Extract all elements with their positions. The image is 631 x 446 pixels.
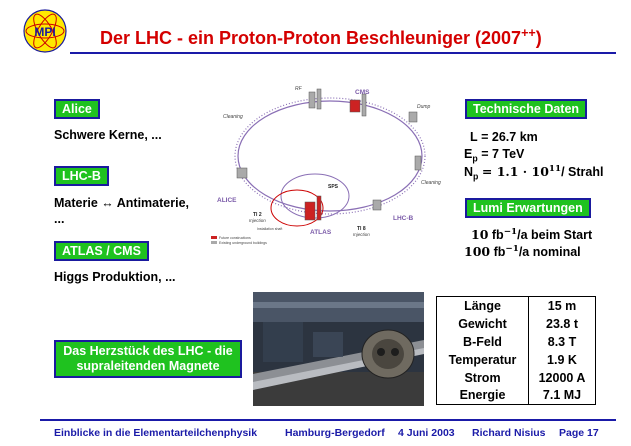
specs-row — [437, 387, 596, 405]
footer-divider — [40, 419, 616, 421]
specs-row — [437, 333, 596, 351]
diagram-label-ti8-injection: Injection — [353, 232, 370, 237]
title-close: ) — [535, 28, 542, 48]
spec-name: Gewicht — [437, 315, 529, 333]
legend-existing-swatch — [211, 241, 217, 244]
logo-text: MPI — [34, 25, 56, 39]
diagram-label-rf: RF — [295, 86, 302, 92]
specs-row — [437, 369, 596, 387]
diagram-label-sps: SPS — [328, 184, 339, 190]
footer-course: Einblicke in die Elementarteilchenphysik — [54, 427, 258, 439]
spec-value: 12000 A — [538, 370, 586, 385]
diagram-label-alice: ALICE — [217, 197, 237, 204]
diagram-label-installation-shaft: Installation shaft — [257, 227, 283, 231]
diagram-label-cleaning-right: Cleaning — [421, 180, 441, 186]
specs-row — [437, 315, 596, 333]
title-text: Der LHC - ein Proton-Proton Beschleuniger (2007 — [100, 28, 522, 48]
title-superscript: ++ — [521, 26, 536, 40]
herzstueck-label-box: Das Herzstück des LHC - die supraleitenden Magnete — [54, 340, 242, 378]
footer-page-number: Page 17 — [559, 427, 599, 439]
diagram-label-ti8: TI 8 — [357, 226, 366, 232]
lumi-erwartungen-label-box: Lumi Erwartungen — [465, 198, 591, 218]
lhcb-description-line1: Materie ↔ Antimaterie, — [54, 196, 189, 210]
footer-date: 4 Juni 2003 — [398, 427, 455, 439]
tech-line-energy: $E_p = 7$ TeV — [464, 147, 525, 164]
lumi-nominal-line: 100 $fb^{-1}/a$ nominal — [464, 244, 581, 260]
legend-future-text: Future constructions — [219, 236, 251, 240]
atlas-cms-description: Higgs Produktion, ... — [54, 270, 176, 284]
page-title — [100, 26, 620, 49]
legend-existing-text: Existing underground buildings — [219, 241, 267, 245]
spec-value: 8.3 T — [547, 334, 577, 349]
lhc-ring-diagram — [205, 84, 455, 252]
spec-value: 1.9 K — [547, 352, 577, 367]
diagram-label-ti2: TI 2 — [253, 212, 262, 218]
diagram-label-ti2-injection: Injection — [249, 218, 266, 223]
footer-author: Richard Nisius — [472, 427, 546, 439]
legend-future-swatch — [211, 236, 217, 239]
specs-row — [437, 351, 596, 369]
magnet-photo — [253, 292, 424, 406]
diagram-label-atlas: ATLAS — [310, 229, 332, 236]
spec-name: Länge — [437, 297, 529, 315]
atlas-cms-label-box: ATLAS / CMS — [54, 241, 149, 261]
lumi-start-line: 10 $fb^{-1}/a$ beim Start — [471, 227, 593, 243]
spec-value: 7.1 MJ — [542, 388, 582, 403]
footer-place: Hamburg-Bergedorf — [285, 427, 385, 439]
alice-label-box: Alice — [54, 99, 100, 119]
lhcb-label-box: LHC-B — [54, 166, 109, 186]
tech-line-length: L = 26.7 km — [470, 130, 538, 144]
diagram-label-cleaning-left: Cleaning — [223, 114, 243, 120]
spec-name: Temperatur — [437, 351, 529, 369]
spec-value: 15 m — [547, 298, 577, 313]
lhcb-description-line2: ... — [54, 212, 65, 226]
spec-name: B-Feld — [437, 333, 529, 351]
diagram-label-cms: CMS — [355, 89, 370, 96]
mpi-atom-logo-icon — [22, 8, 68, 54]
title-divider — [70, 52, 616, 54]
technische-daten-label-box: Technische Daten — [465, 99, 587, 119]
diagram-label-lhcb: LHC-B — [393, 215, 414, 222]
specs-row — [437, 297, 596, 315]
diagram-label-dump: Dump — [417, 104, 431, 110]
tech-line-protons: $N_p = 1.1 \cdot 10^{11}/$ Strahl — [464, 164, 604, 182]
spec-name: Energie — [437, 387, 529, 405]
magnet-specs-table — [436, 296, 596, 405]
spec-value: 23.8 t — [546, 316, 578, 331]
spec-name: Strom — [437, 369, 529, 387]
alice-description: Schwere Kerne, ... — [54, 128, 162, 142]
